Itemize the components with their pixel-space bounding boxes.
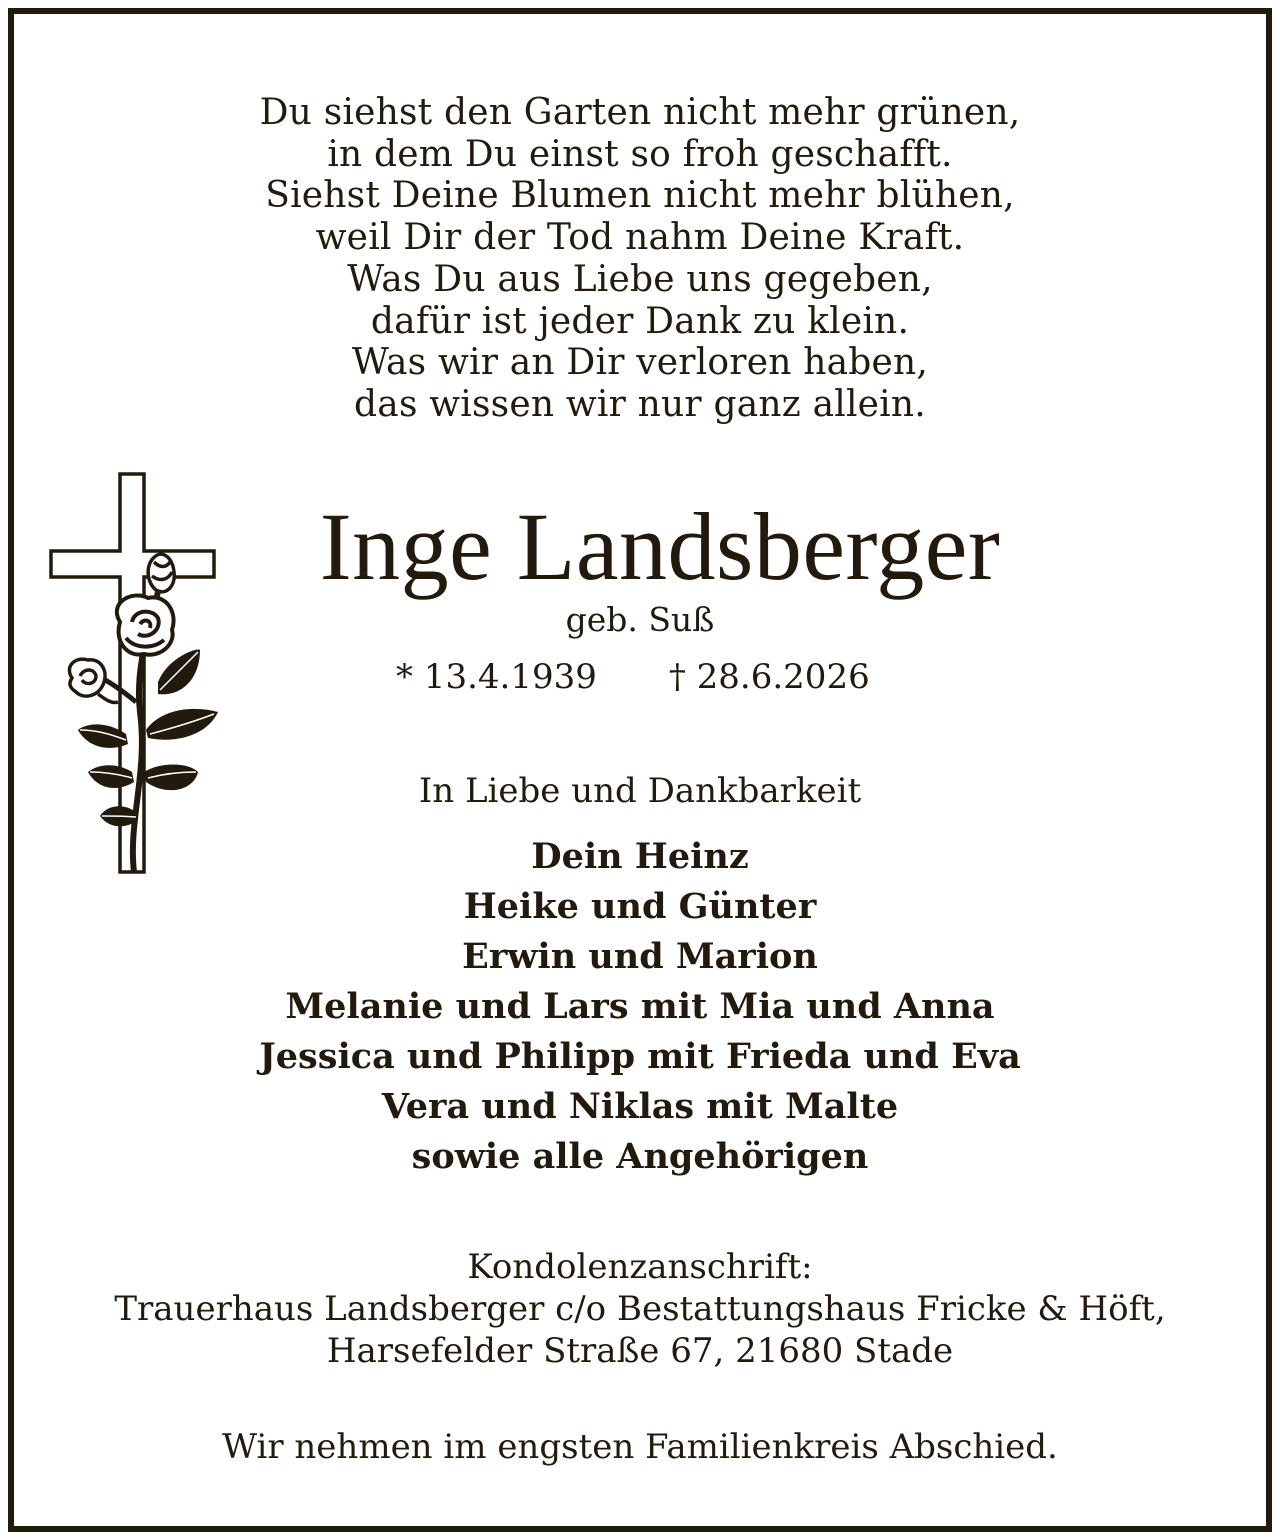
- condolence-address: [14, 1246, 1266, 1372]
- poem-line: das wissen wir nur ganz allein.: [354, 383, 926, 425]
- deceased-name: Inge Landsberger: [319, 493, 1001, 600]
- poem-line: Was wir an Dir verloren haben,: [351, 342, 929, 384]
- poem-line: in dem Du einst so froh geschafft.: [327, 133, 953, 175]
- mourner-line: Vera und Niklas mit Malte: [381, 1086, 899, 1127]
- obituary-frame: [8, 8, 1272, 1532]
- mourner-line: Melanie und Lars mit Mia und Anna: [285, 986, 995, 1027]
- mourner-line: Dein Heinz: [531, 836, 749, 877]
- condolence-address-line: Trauerhaus Landsberger c/o Bestattungshaus Fricke & Höft,: [114, 1289, 1166, 1329]
- life-dates: [396, 656, 870, 698]
- condolence-label: Kondolenzanschrift:: [467, 1247, 813, 1287]
- death-date: † 28.6.2026: [668, 657, 870, 697]
- mourner-line: sowie alle Angehörigen: [411, 1136, 869, 1177]
- poem: [14, 92, 1266, 426]
- mourner-line: Heike und Günter: [463, 886, 817, 927]
- poem-line: Du siehst den Garten nicht mehr grünen,: [259, 92, 1021, 133]
- mourners-intro: In Liebe und Dankbarkeit: [418, 771, 862, 811]
- farewell-note: Wir nehmen im engsten Familienkreis Abschied.: [222, 1427, 1058, 1467]
- birth-name: geb. Suß: [565, 600, 715, 639]
- poem-line: dafür ist jeder Dank zu klein.: [370, 300, 910, 342]
- mourner-line: Erwin und Marion: [462, 936, 818, 977]
- poem-line: Siehst Deine Blumen nicht mehr blühen,: [265, 175, 1015, 217]
- birth-date: * 13.4.1939: [396, 657, 597, 697]
- poem-line: Was Du aus Liebe uns gegeben,: [347, 258, 933, 300]
- mourner-line: Jessica und Philipp mit Frieda und Eva: [259, 1036, 1021, 1077]
- poem-line: weil Dir der Tod nahm Deine Kraft.: [315, 217, 965, 259]
- mourners-list: [14, 832, 1266, 1182]
- condolence-address-line: Harsefelder Straße 67, 21680 Stade: [326, 1331, 954, 1371]
